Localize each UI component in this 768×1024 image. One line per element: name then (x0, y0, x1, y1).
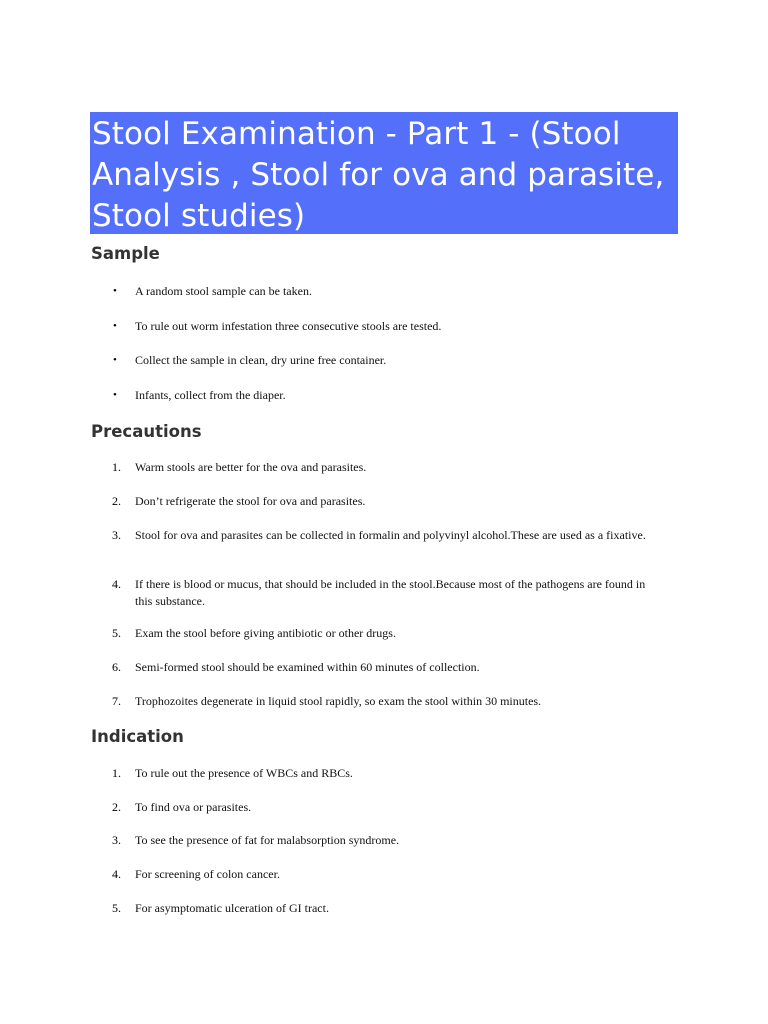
bullet-marker: • (113, 285, 117, 297)
section-heading-sample: Sample (91, 244, 160, 263)
list-item-text: To find ova or parasites. (135, 800, 252, 814)
list-item-text: A random stool sample can be taken. (135, 284, 312, 298)
list-item-text: Semi-formed stool should be examined within 60 minutes of collection. (135, 660, 480, 674)
bullet-marker: • (113, 389, 117, 401)
section-heading-indication: Indication (91, 727, 184, 746)
number-marker: 6. (112, 660, 121, 674)
number-marker: 2. (112, 800, 121, 814)
list-item-text: For screening of colon cancer. (135, 867, 280, 881)
list-item-text: If there is blood or mucus, that should be included in the stool.Because most of the pathogens are found in this substance. (135, 577, 646, 608)
number-marker: 3. (112, 528, 121, 542)
number-marker: 7. (112, 694, 121, 708)
list-item-text: Trophozoites degenerate in liquid stool rapidly, so exam the stool within 30 minutes. (135, 694, 542, 708)
list-item-text: Exam the stool before giving antibiotic or other drugs. (135, 626, 396, 640)
list-item-text: Infants, collect from the diaper. (135, 388, 286, 402)
number-marker: 1. (112, 460, 121, 474)
bullet-marker: • (113, 320, 117, 332)
number-marker: 4. (112, 867, 121, 881)
document-title: Stool Examination - Part 1 - (Stool Analysis , Stool for ova and parasite, Stool studies) (92, 116, 665, 234)
list-item-text: For asymptomatic ulceration of GI tract. (135, 901, 329, 915)
number-marker: 3. (112, 833, 121, 847)
list-item-text: To rule out the presence of WBCs and RBCs. (135, 766, 353, 780)
number-marker: 1. (112, 766, 121, 780)
number-marker: 4. (112, 577, 121, 591)
number-marker: 5. (112, 626, 121, 640)
list-item-text: Don’t refrigerate the stool for ova and parasites. (135, 494, 366, 508)
number-marker: 5. (112, 901, 121, 915)
number-marker: 2. (112, 494, 121, 508)
list-item-text: Collect the sample in clean, dry urine free container. (135, 353, 387, 367)
section-heading-precautions: Precautions (91, 422, 202, 441)
title-banner (90, 112, 678, 234)
list-item-text: To see the presence of fat for malabsorption syndrome. (135, 833, 400, 847)
list-item-text: To rule out worm infestation three consecutive stools are tested. (135, 319, 442, 333)
bullet-marker: • (113, 354, 117, 366)
list-item-text: Warm stools are better for the ova and parasites. (135, 460, 367, 474)
list-item-text: Stool for ova and parasites can be collected in formalin and polyvinyl alcohol.These are used as a fixative. (135, 528, 646, 542)
